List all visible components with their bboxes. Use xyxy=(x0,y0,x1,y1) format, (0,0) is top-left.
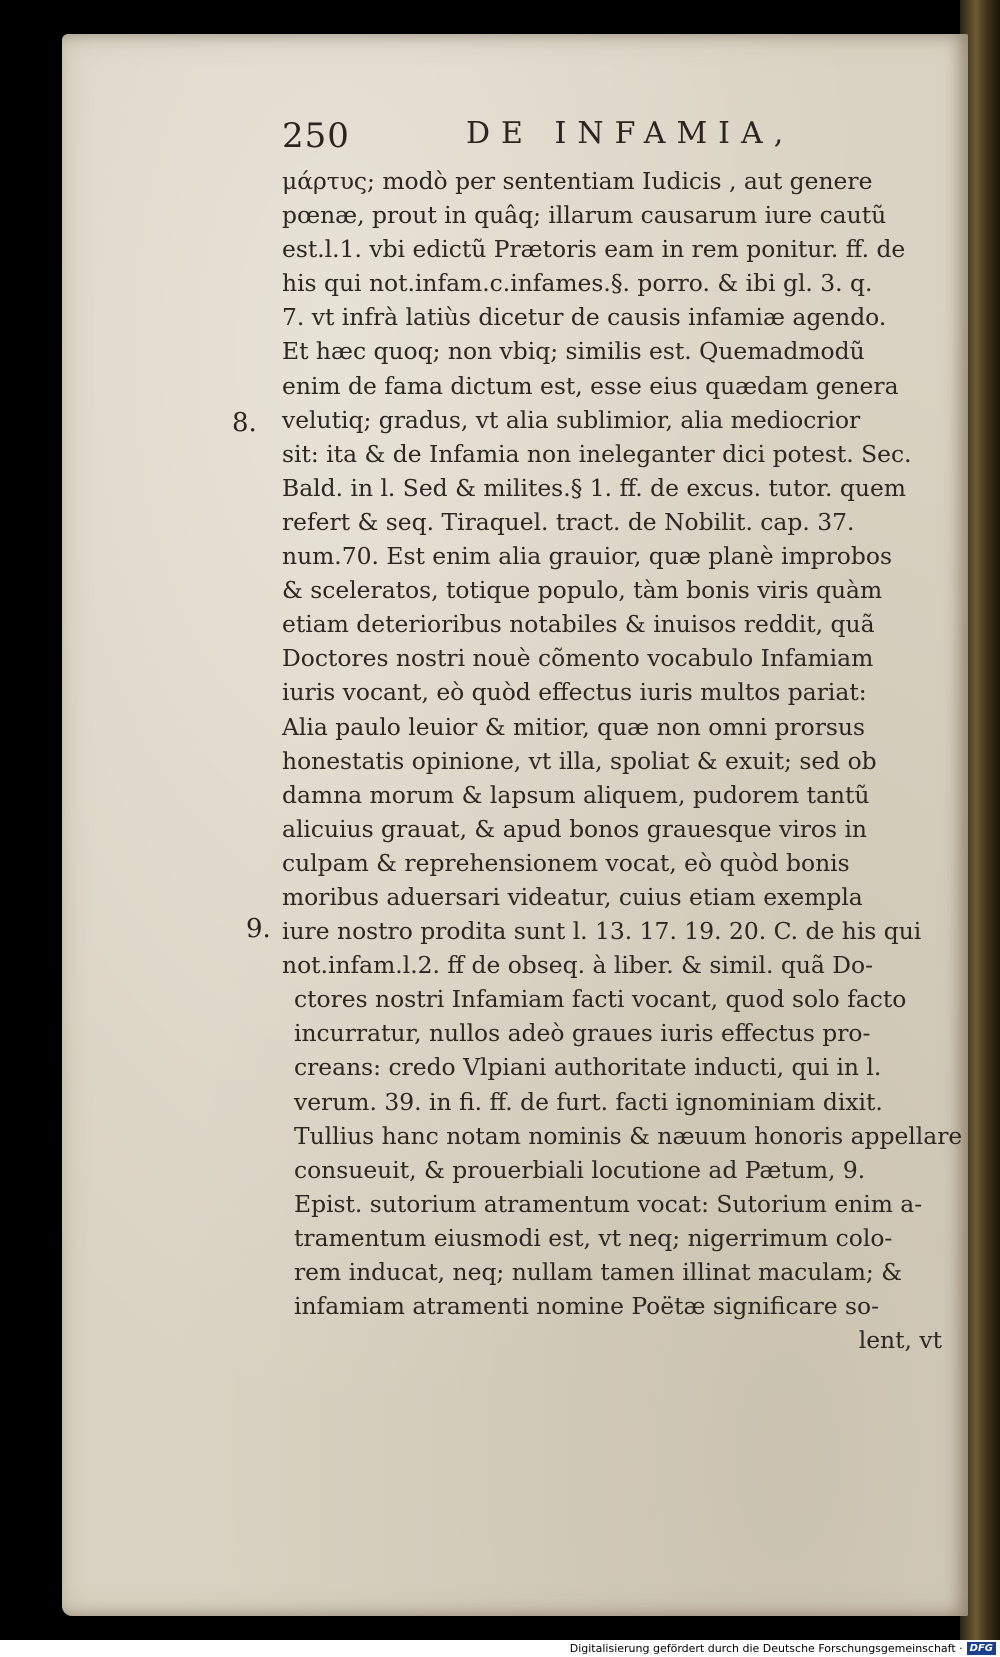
text-line: num.70. Est enim alia grauior, quæ planè improbos xyxy=(282,542,892,571)
text-line: velutiq; gradus, vt alia sublimior, alia mediocrior xyxy=(282,405,861,434)
text-line: refert & seq. Tiraquel. tract. de Nobilit. cap. 37. xyxy=(282,507,855,536)
text-line: culpam & reprehensionem vocat, eò quòd bonis xyxy=(282,848,850,877)
text-line: μάρτυς; modò per sententiam Iudicis , aut genere xyxy=(282,167,873,195)
text-line: etiam deterioribus notabiles & inuisos reddit, quã xyxy=(282,610,875,639)
text-line: his qui not.infam.c.infames.§. porro. & ibi gl. 3. q. xyxy=(282,269,873,298)
digitization-footer xyxy=(0,1640,1000,1657)
text-line: alicuius grauat, & apud bonos grauesque viros in xyxy=(282,814,867,843)
text-line: incurratur, nullos adeò graues iuris effectus pro- xyxy=(294,1019,871,1048)
text-line: iure nostro prodita sunt l. 13. 17. 19. 20. C. de his qui xyxy=(282,917,922,946)
text-line: sit: ita & de Infamia non ineleganter dici potest. Sec. xyxy=(282,439,912,468)
margin-number-8: 8. xyxy=(232,408,257,438)
text-line: verum. 39. in fi. ff. de furt. facti ignominiam dixit. xyxy=(294,1087,883,1116)
text-line: Epist. sutorium atramentum vocat: Sutorium enim a- xyxy=(294,1189,923,1218)
margin-number-9: 9. xyxy=(246,914,271,944)
text-line: Bald. in l. Sed & milites.§ 1. ff. de excus. tutor. quem xyxy=(282,473,906,502)
text-line: 7. vt infrà latiùs dicetur de causis infamiæ agendo. xyxy=(282,303,887,332)
text-line: ctores nostri Infamiam facti vocant, quod solo facto xyxy=(294,985,907,1014)
page-header xyxy=(282,112,822,158)
text-line: honestatis opinione, vt illa, spoliat & exuit; sed ob xyxy=(282,746,877,775)
text-line: Doctores nostri nouè cõmento vocabulo Infamiam xyxy=(282,644,874,673)
running-head: DE INFAMIA, xyxy=(466,116,795,151)
text-line: Alia paulo leuior & mitior, quæ non omni prorsus xyxy=(282,712,865,741)
text-line: Et hæc quoq; non vbiq; similis est. Quemadmodũ xyxy=(282,337,865,366)
text-line: damna morum & lapsum aliquem, pudorem tantũ xyxy=(282,780,870,809)
text-line: moribus aduersari videatur, cuius etiam exempla xyxy=(282,882,863,911)
text-line: tramentum eiusmodi est, vt neq; nigerrimum colo- xyxy=(294,1223,893,1252)
text-line: creans: credo Vlpiani authoritate inducti, qui in l. xyxy=(294,1053,882,1082)
text-line: not.infam.l.2. ff de obseq. à liber. & simil. quã Do- xyxy=(282,951,874,980)
dfg-logo: DFG xyxy=(967,1642,996,1655)
text-line: pœnæ, prout in quâq; illarum causarum iure cautũ xyxy=(282,201,887,230)
text-line: iuris vocant, eò quòd effectus iuris multos pariat: xyxy=(282,678,867,707)
text-line: est.l.1. vbi edictũ Prætoris eam in rem ponitur. ff. de xyxy=(282,235,906,264)
footer-credit: Digitalisierung gefördert durch die Deutsche Forschungsgemeinschaft · xyxy=(569,1642,963,1655)
catchword: lent, vt xyxy=(858,1326,942,1355)
text-line: & sceleratos, totique populo, tàm bonis viris quàm xyxy=(282,576,883,605)
text-line: infamiam atramenti nomine Poëtæ significare so- xyxy=(294,1292,880,1321)
text-line: rem inducat, neq; nullam tamen illinat maculam; & xyxy=(294,1258,903,1286)
text-line: consueuit, & prouerbiali locutione ad Pætum, 9. xyxy=(294,1155,866,1184)
page-number: 250 xyxy=(282,116,350,156)
text-line: Tullius hanc notam nominis & næuum honoris appellare xyxy=(294,1121,963,1150)
text-line: enim de fama dictum est, esse eius quædam genera xyxy=(282,371,899,400)
body-text xyxy=(282,164,972,1357)
